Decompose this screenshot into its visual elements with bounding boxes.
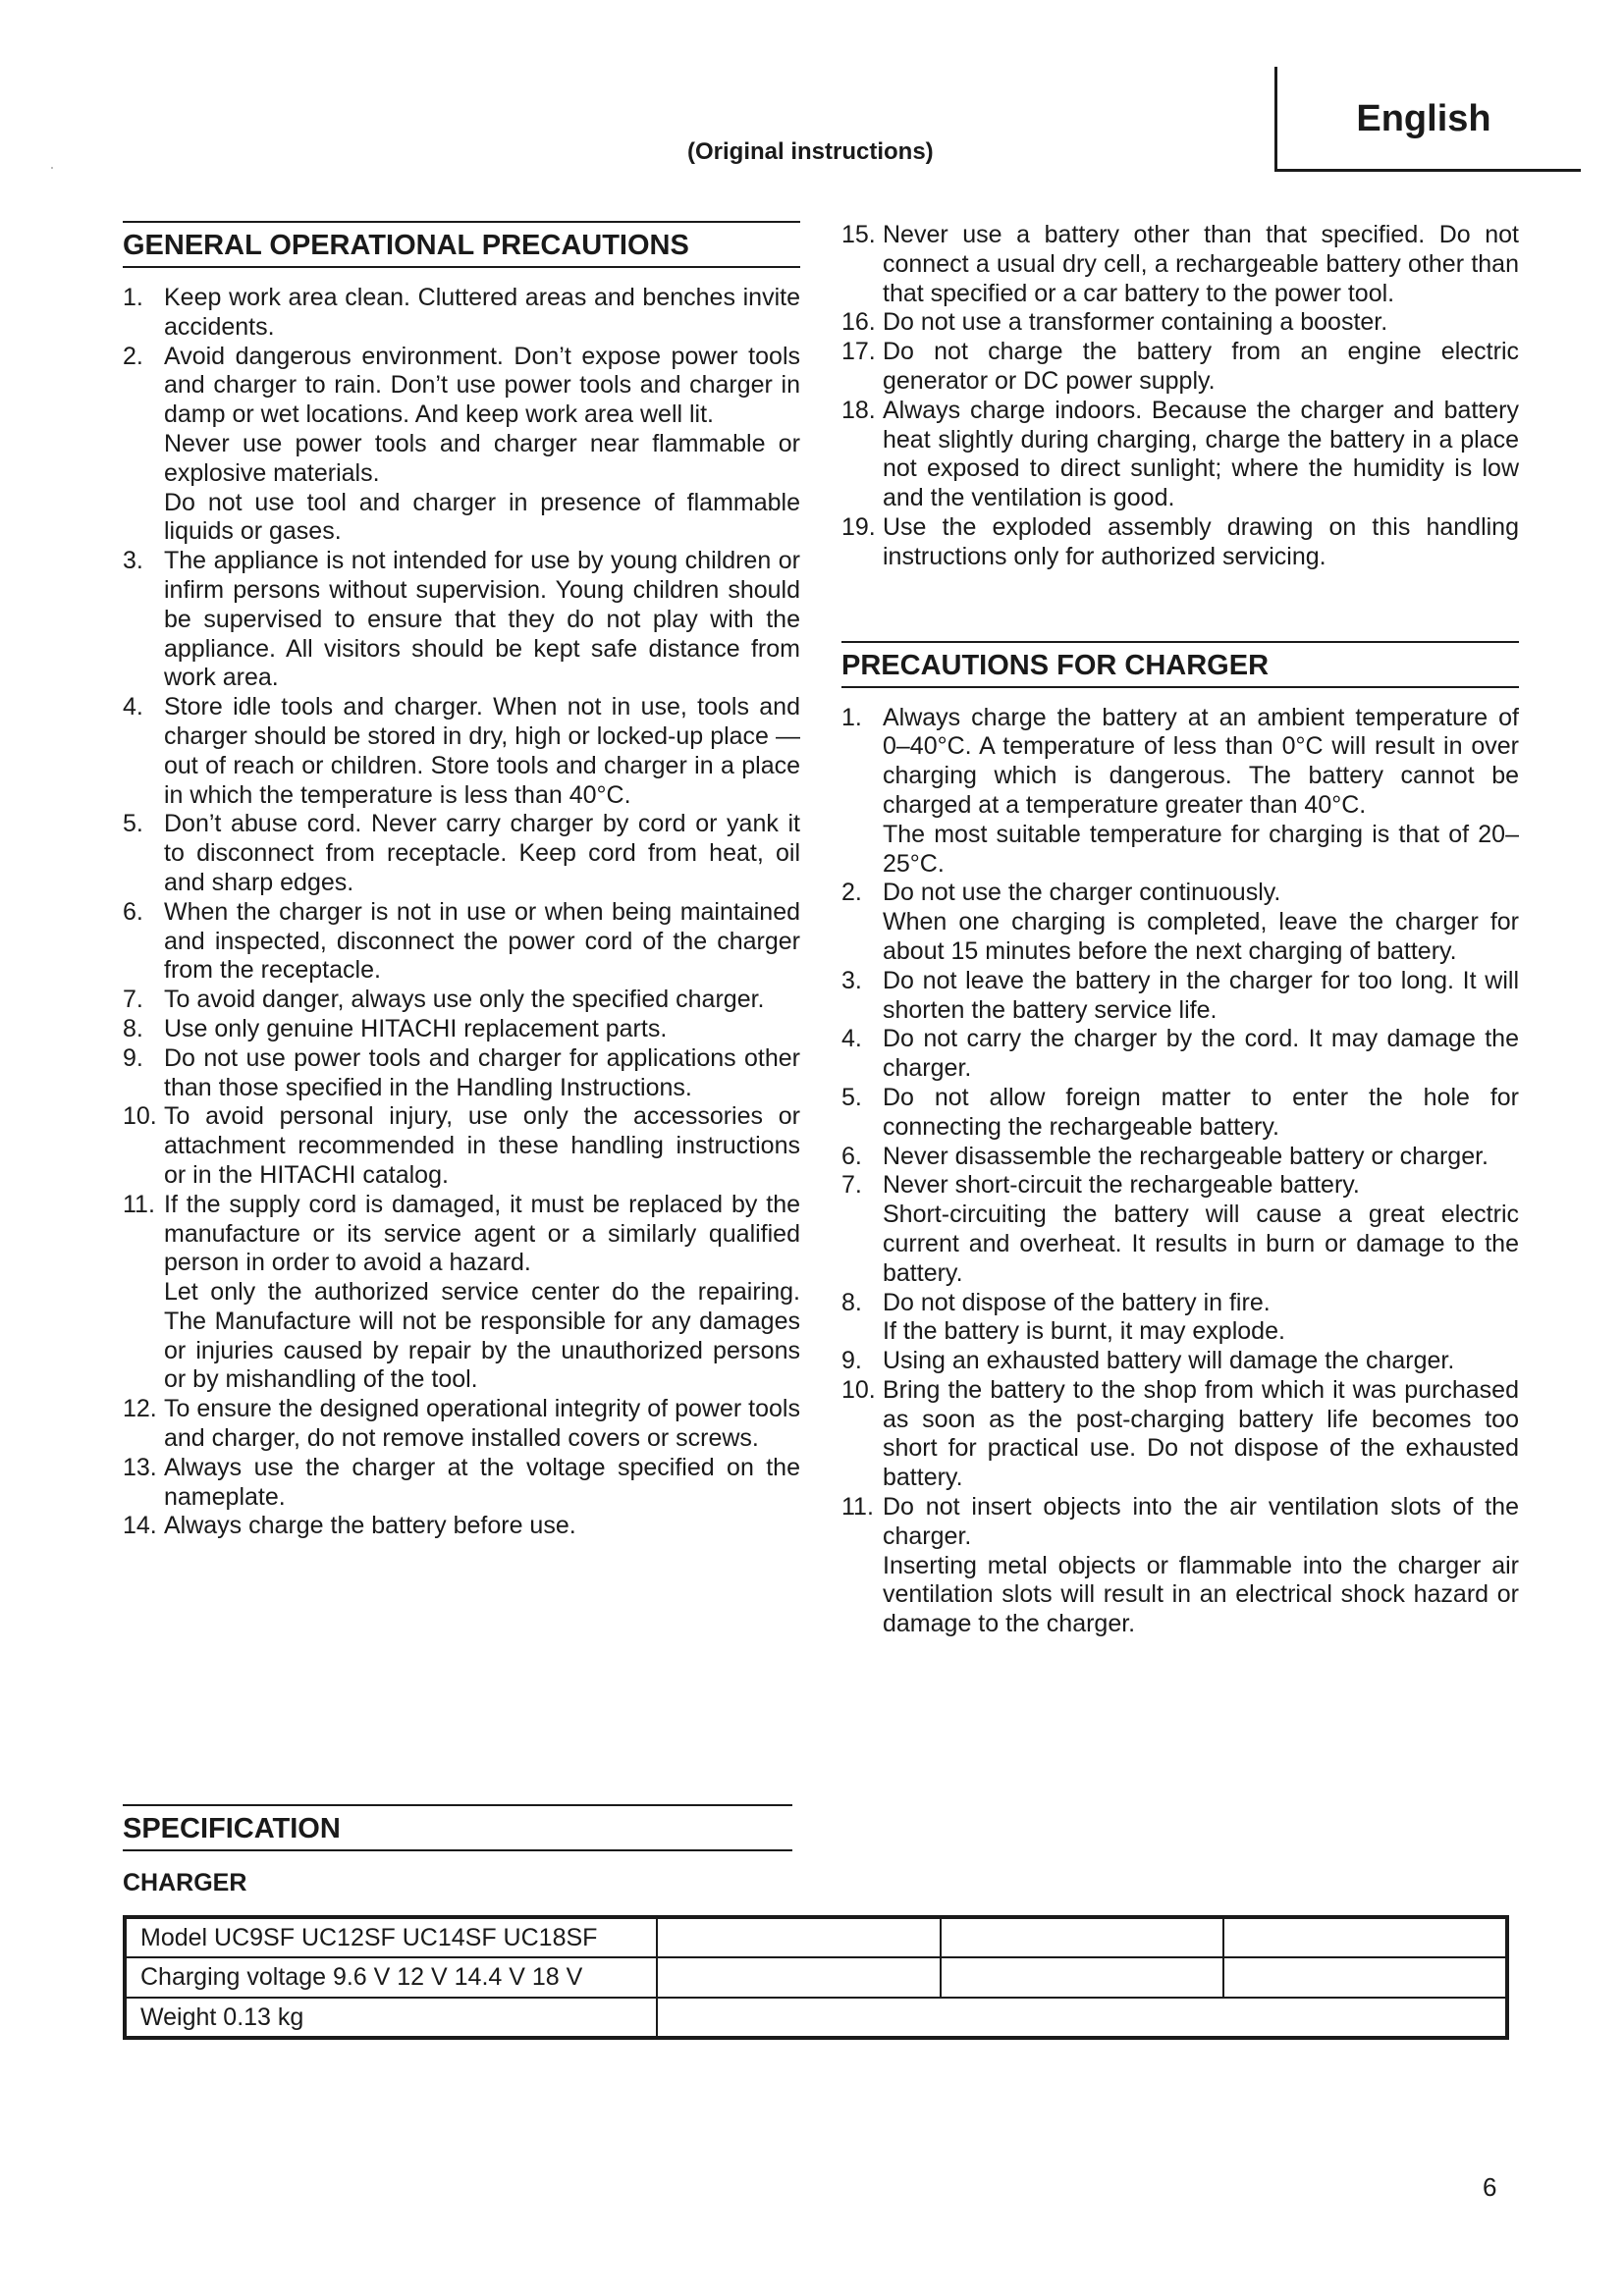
language-text: English bbox=[1356, 98, 1491, 139]
list-item bbox=[841, 1143, 1519, 1172]
item-number: 2. bbox=[123, 342, 143, 370]
item-number: 6. bbox=[123, 897, 143, 926]
item-text: Always use the charger at the voltage specified on the nameplate. bbox=[164, 1453, 800, 1511]
item-text: Don’t abuse cord. Never carry charger by cord or yank it to disconnect from receptacle. Keep cord from heat, oil and sharp edges. bbox=[164, 810, 800, 896]
list-item bbox=[123, 547, 800, 693]
item-text: To avoid danger, always use only the specified charger. bbox=[164, 986, 765, 1014]
specification-table bbox=[123, 1915, 1509, 2040]
table-row bbox=[125, 1998, 1507, 2038]
item-number: 19. bbox=[841, 512, 876, 541]
item-number: 5. bbox=[123, 810, 143, 838]
list-item bbox=[841, 397, 1519, 513]
list-item bbox=[841, 1376, 1519, 1493]
item-text: Using an exhausted battery will damage the charger. bbox=[883, 1347, 1455, 1375]
item-number: 2. bbox=[841, 879, 862, 907]
item-extra-text: When one charging is completed, leave the charger for about 15 minutes before the next charging of battery. bbox=[883, 908, 1519, 965]
left-column bbox=[123, 221, 800, 1541]
list-item bbox=[841, 338, 1519, 397]
list-item bbox=[841, 1171, 1519, 1288]
item-number: 15. bbox=[841, 221, 876, 248]
charger-precautions-heading: PRECAUTIONS FOR CHARGER bbox=[841, 641, 1519, 688]
item-number: 5. bbox=[841, 1083, 862, 1111]
list-item bbox=[841, 1493, 1519, 1639]
list-item bbox=[123, 810, 800, 897]
item-number: 12. bbox=[123, 1395, 157, 1423]
language-label bbox=[1080, 98, 1581, 140]
item-text: Do not charge the battery from an engine electric generator or DC power supply. bbox=[883, 338, 1519, 395]
list-item bbox=[841, 879, 1519, 966]
item-number: 16. bbox=[841, 308, 876, 337]
table-cell bbox=[1223, 1917, 1507, 1957]
table-cell bbox=[657, 1998, 1507, 2038]
item-extra-text: If the battery is burnt, it may explode. bbox=[883, 1317, 1285, 1346]
general-precautions-list bbox=[123, 284, 800, 1541]
page-number: 6 bbox=[1483, 2172, 1497, 2202]
item-number: 10. bbox=[123, 1102, 157, 1131]
item-text: Always charge the battery before use. bbox=[164, 1512, 576, 1540]
list-item bbox=[841, 1025, 1519, 1084]
list-item bbox=[841, 1347, 1519, 1376]
item-text: Do not dispose of the battery in fire. bbox=[883, 1288, 1271, 1316]
charger-precautions-list bbox=[841, 704, 1519, 1640]
item-number: 7. bbox=[123, 986, 143, 1014]
item-text: Keep work area clean. Cluttered areas and benches invite accidents. bbox=[164, 284, 800, 341]
table-cell bbox=[657, 1957, 941, 1998]
list-item bbox=[123, 1191, 800, 1396]
list-item bbox=[123, 343, 800, 548]
table-cell bbox=[1223, 1957, 1507, 1998]
list-item bbox=[123, 1512, 800, 1541]
list-item bbox=[123, 1395, 800, 1454]
item-number: 3. bbox=[841, 966, 862, 994]
list-item bbox=[123, 986, 800, 1015]
list-item bbox=[123, 693, 800, 810]
item-extra-text: Never use power tools and charger near flammable or explosive materials. bbox=[164, 429, 800, 487]
table-cell bbox=[941, 1917, 1224, 1957]
right-column bbox=[841, 221, 1519, 1639]
item-text: Do not insert objects into the air ventilation slots of the charger. bbox=[883, 1493, 1519, 1550]
item-text: The appliance is not intended for use by young children or infirm persons without supervision. Young children should be supervised to ensure that they do not play with the appliance. All visitors should be kept safe distance from work area. bbox=[164, 547, 800, 692]
scan-mark bbox=[51, 167, 53, 169]
list-item bbox=[123, 1044, 800, 1103]
item-text: Use only genuine HITACHI replacement parts. bbox=[164, 1014, 668, 1042]
item-number: 18. bbox=[841, 396, 876, 424]
item-text: To avoid personal injury, use only the accessories or attachment recommended in these handling instructions or in the HITACHI catalog. bbox=[164, 1102, 800, 1189]
item-number: 7. bbox=[841, 1171, 862, 1200]
table-cell bbox=[941, 1957, 1224, 1998]
charger-subheading: CHARGER bbox=[123, 1869, 247, 1896]
item-number: 4. bbox=[841, 1025, 862, 1053]
table-cell: Weight 0.13 kg bbox=[125, 1998, 657, 2038]
item-number: 11. bbox=[841, 1493, 874, 1522]
item-text: Do not use a transformer containing a booster. bbox=[883, 308, 1388, 337]
item-extra-text: Let only the authorized service center do the repairing. The Manufacture will not be responsible for any damages or injuries caused by repair by the unauthorized persons or by mishandling of the tool. bbox=[164, 1278, 800, 1394]
item-text: Never disassemble the rechargeable battery or charger. bbox=[883, 1142, 1489, 1170]
original-instructions-label: (Original instructions) bbox=[687, 138, 934, 165]
list-item bbox=[841, 1289, 1519, 1348]
item-number: 9. bbox=[123, 1043, 143, 1072]
item-text: Do not carry the charger by the cord. It may damage the charger. bbox=[883, 1025, 1519, 1083]
general-precautions-heading: GENERAL OPERATIONAL PRECAUTIONS bbox=[123, 221, 800, 268]
item-extra-text: Short-circuiting the battery will cause a great electric current and overheat. It results in burn or damage to the battery. bbox=[883, 1201, 1519, 1287]
item-number: 1. bbox=[841, 703, 862, 731]
table-cell: Model UC9SF UC12SF UC14SF UC18SF bbox=[125, 1917, 657, 1957]
item-text: To ensure the designed operational integrity of power tools and charger, do not remove installed covers or screws. bbox=[164, 1395, 800, 1453]
item-number: 17. bbox=[841, 338, 876, 366]
item-text: Do not leave the battery in the charger for too long. It will shorten the battery service life. bbox=[883, 966, 1519, 1024]
specification-section bbox=[123, 1804, 1517, 2040]
item-text: Store idle tools and charger. When not in use, tools and charger should be stored in dry, high or locked-up place — out of reach or children. Store tools and charger in a place in which the temperature is less than 40°C. bbox=[164, 693, 800, 809]
list-item bbox=[123, 898, 800, 986]
general-precautions-continued-list bbox=[841, 221, 1519, 572]
item-number: 8. bbox=[841, 1288, 862, 1316]
table-cell: Charging voltage 9.6 V 12 V 14.4 V 18 V bbox=[125, 1957, 657, 1998]
item-text: Never use a battery other than that specified. Do not connect a usual dry cell, a rechargeable battery other than that specified or a car battery to the power tool. bbox=[883, 221, 1519, 307]
list-item bbox=[841, 1084, 1519, 1143]
specification-heading: SPECIFICATION bbox=[123, 1804, 792, 1851]
item-number: 3. bbox=[123, 547, 143, 575]
item-text: Do not use power tools and charger for applications other than those specified in the Handling Instructions. bbox=[164, 1043, 800, 1101]
list-item bbox=[841, 967, 1519, 1026]
table-cell bbox=[657, 1917, 941, 1957]
table-row bbox=[125, 1957, 1507, 1998]
item-number: 11. bbox=[123, 1190, 155, 1218]
list-item bbox=[123, 1102, 800, 1190]
item-text: Do not use the charger continuously. bbox=[883, 879, 1281, 907]
item-number: 10. bbox=[841, 1375, 876, 1404]
item-number: 6. bbox=[841, 1142, 862, 1170]
item-text: Always charge the battery at an ambient temperature of 0–40°C. A temperature of less than 0°C will result in over charging which is dangerous. The battery cannot be charged at a temperature greater than 40°C. bbox=[883, 703, 1519, 819]
list-item bbox=[123, 284, 800, 343]
item-text: Avoid dangerous environment. Don’t expose power tools and charger to rain. Don’t use power tools and charger in damp or wet locations. And keep work area well lit. bbox=[164, 342, 800, 429]
item-extra-text: Inserting metal objects or flammable into the charger air ventilation slots will result in an electrical shock hazard or damage to the charger. bbox=[883, 1551, 1519, 1638]
item-text: Never short-circuit the rechargeable battery. bbox=[883, 1171, 1360, 1200]
list-item bbox=[841, 308, 1519, 338]
list-item bbox=[841, 513, 1519, 572]
item-number: 4. bbox=[123, 693, 143, 721]
item-number: 1. bbox=[123, 284, 143, 311]
list-item bbox=[841, 221, 1519, 308]
item-number: 8. bbox=[123, 1014, 143, 1042]
item-extra-text: The most suitable temperature for charging is that of 20–25°C. bbox=[883, 820, 1519, 878]
item-extra-text: Do not use tool and charger in presence of flammable liquids or gases. bbox=[164, 488, 800, 546]
item-text: If the supply cord is damaged, it must be replaced by the manufacture or its service agent or a similarly qualified person in order to avoid a hazard. bbox=[164, 1190, 800, 1277]
table-row bbox=[125, 1917, 1507, 1957]
list-item bbox=[123, 1015, 800, 1044]
item-text: Do not allow foreign matter to enter the hole for connecting the rechargeable battery. bbox=[883, 1083, 1519, 1141]
item-text: Bring the battery to the shop from which it was purchased as soon as the post-charging battery life becomes too short for practical use. Do not dispose of the exhausted battery. bbox=[883, 1375, 1519, 1492]
list-item bbox=[841, 704, 1519, 880]
item-text: When the charger is not in use or when being maintained and inspected, disconnect the power cord of the charger from the receptacle. bbox=[164, 897, 800, 985]
item-number: 13. bbox=[123, 1453, 157, 1481]
item-text: Use the exploded assembly drawing on this handling instructions only for authorized servicing. bbox=[883, 512, 1519, 570]
item-number: 14. bbox=[123, 1512, 157, 1540]
item-text: Always charge indoors. Because the charger and battery heat slightly during charging, charge the battery in a place not exposed to direct sunlight; where the humidity is low and the ventilation is good. bbox=[883, 396, 1519, 512]
item-number: 9. bbox=[841, 1347, 862, 1375]
list-item bbox=[123, 1454, 800, 1513]
